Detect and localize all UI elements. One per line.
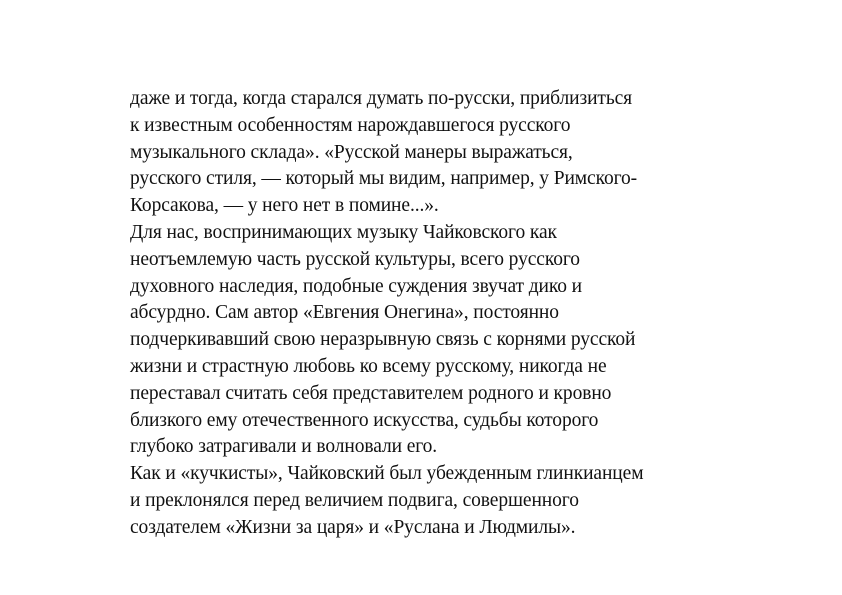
text-line: создателем «Жизни за царя» и «Руслана и Людмилы». — [130, 516, 576, 538]
text-line: переставал считать себя представителем родного и кровно — [130, 382, 612, 404]
text-line: к известным особенностям нарождавшегося русского — [130, 114, 571, 136]
text-line: абсурдно. Сам автор «Евгения Онегина», постоянно — [130, 302, 559, 324]
text-line: Для нас, воспринимающих музыку Чайковского как — [130, 221, 557, 243]
body-text — [130, 86, 730, 542]
text-line: музыкального склада». «Русской манеры выражаться, — [130, 141, 573, 163]
text-line: русского стиля, — который мы видим, например, у Римского- — [130, 168, 638, 190]
text-line: духовного наследия, подобные суждения звучат дико и — [130, 275, 582, 297]
text-line: Корсакова, — у него нет в помине...». — [130, 195, 439, 217]
text-line: Как и «кучкисты», Чайковский был убежденным глинкианцем — [130, 463, 644, 485]
text-line: близкого ему отечественного искусства, судьбы которого — [130, 409, 599, 431]
text-line: даже и тогда, когда старался думать по-русски, приблизиться — [130, 88, 633, 109]
text-line: неотъемлемую часть русской культуры, всего русского — [130, 248, 580, 270]
text-line: жизни и страстную любовь ко всему русскому, никогда не — [130, 355, 607, 377]
text-line: подчеркивавший свою неразрывную связь с корнями русской — [130, 329, 636, 351]
text-line: и преклонялся перед величием подвига, совершенного — [130, 489, 579, 511]
text-line: глубоко затрагивали и волновали его. — [130, 436, 438, 458]
